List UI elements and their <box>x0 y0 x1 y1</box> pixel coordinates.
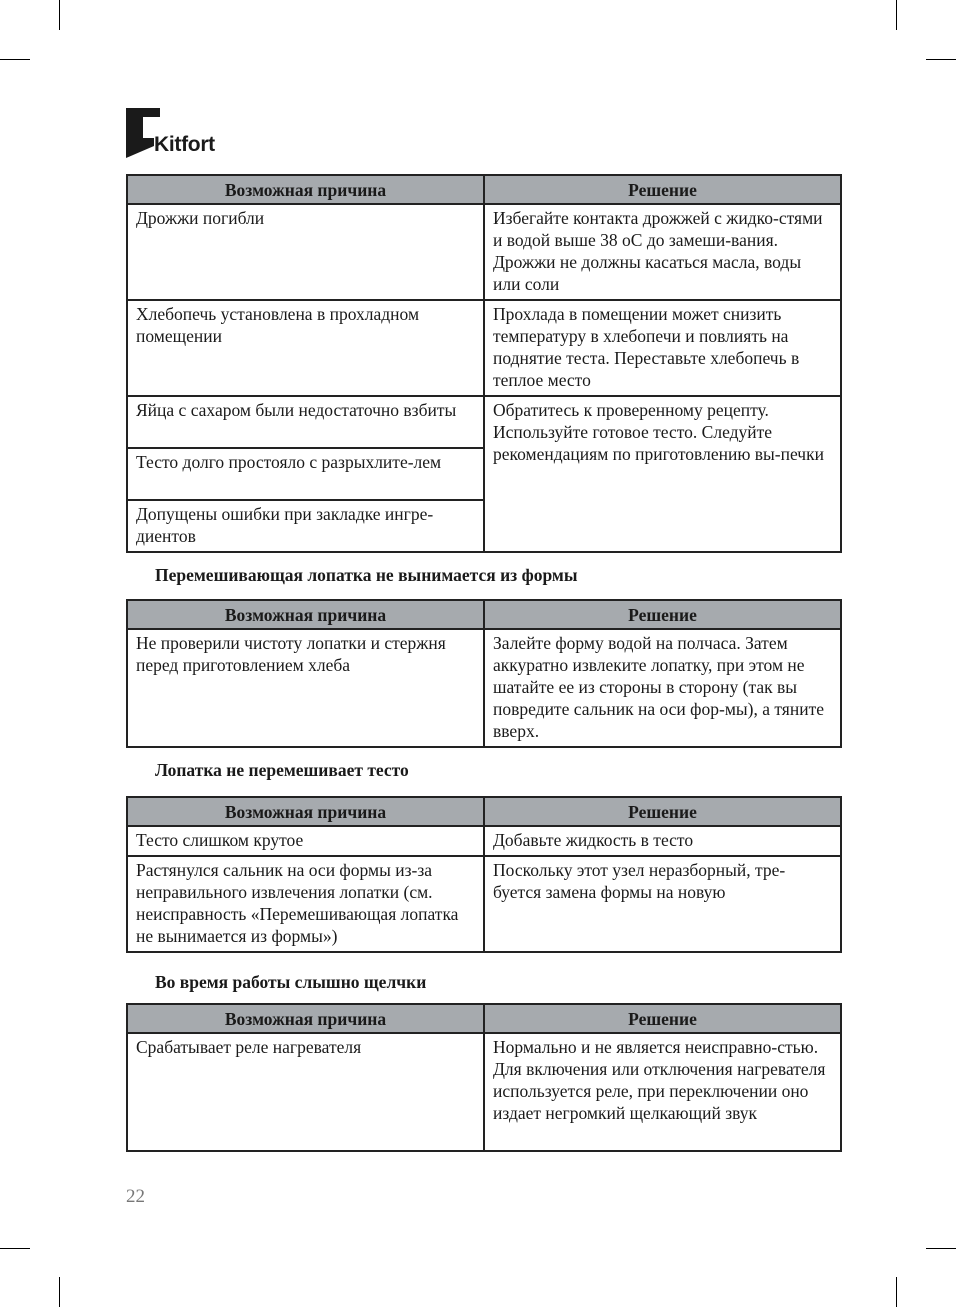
cause-cell: Тесто долго простояло с разрыхлите-лем <box>127 448 484 500</box>
table-row <box>127 396 841 448</box>
header-solution: Решение <box>484 797 841 826</box>
cause-cell: Хлебопечь установлена в прохладном помещении <box>127 300 484 396</box>
table-header-row <box>127 600 841 629</box>
header-cause: Возможная причина <box>127 797 484 826</box>
table-row <box>127 204 841 300</box>
solution-cell: Обратитесь к проверенному рецепту. Используйте готовое тесто. Следуйте рекомендациям по приготовлению вы-печки <box>484 396 841 552</box>
cause-cell: Растянулся сальник на оси формы из-за неправильного извлечения лопатки (см. неисправность «Перемешивающая лопатка не вынимается из формы») <box>127 856 484 952</box>
table-header-row <box>127 175 841 204</box>
table-header-row <box>127 797 841 826</box>
cause-cell: Допущены ошибки при закладке ингре-диентов <box>127 500 484 552</box>
header-cause: Возможная причина <box>127 175 484 204</box>
solution-cell: Поскольку этот узел неразборный, тре-буется замена формы на новую <box>484 856 841 952</box>
troubleshooting-table-1 <box>126 174 842 553</box>
header-solution: Решение <box>484 1004 841 1033</box>
crop-mark <box>0 59 30 60</box>
header-solution: Решение <box>484 600 841 629</box>
table-row <box>127 826 841 856</box>
brand-name: Kitfort <box>154 133 215 156</box>
solution-cell: Прохлада в помещении может снизить температуру в хлебопечи и повлиять на поднятие теста. Переставьте хлебопечь в теплое место <box>484 300 841 396</box>
cause-cell: Дрожжи погибли <box>127 204 484 300</box>
crop-mark <box>59 0 60 30</box>
solution-cell: Нормально и не является неисправно-стью. Для включения или отключения нагревателя используется реле, при переключении оно издает негромкий щелкающий звук <box>484 1033 841 1151</box>
page-number: 22 <box>126 1186 145 1207</box>
cause-cell: Яйца с сахаром были недостаточно взбиты <box>127 396 484 448</box>
crop-mark <box>926 1248 956 1249</box>
table-row <box>127 1033 841 1151</box>
header-solution: Решение <box>484 175 841 204</box>
solution-cell: Залейте форму водой на полчаса. Затем аккуратно извлеките лопатку, при этом не шатайте ее из стороны в сторону (так вы повредите сальник на оси фор-мы), а тяните вверх. <box>484 629 841 747</box>
cause-cell: Не проверили чистоту лопатки и стержня перед приготовлением хлеба <box>127 629 484 747</box>
section-title: Лопатка не перемешивает тесто <box>155 760 409 780</box>
crop-mark <box>896 0 897 30</box>
section-title: Во время работы слышно щелчки <box>155 972 427 992</box>
troubleshooting-table-2 <box>126 599 842 748</box>
header-cause: Возможная причина <box>127 1004 484 1033</box>
header-cause: Возможная причина <box>127 600 484 629</box>
table-header-row <box>127 1004 841 1033</box>
solution-cell: Избегайте контакта дрожжей с жидко-стями и водой выше 38 оС до замеши-вания. Дрожжи не должны касаться масла, воды или соли <box>484 204 841 300</box>
crop-mark <box>926 59 956 60</box>
crop-mark <box>0 1248 30 1249</box>
cause-cell: Срабатывает реле нагревателя <box>127 1033 484 1151</box>
crop-mark <box>59 1277 60 1307</box>
troubleshooting-table-3 <box>126 796 842 953</box>
troubleshooting-table-4 <box>126 1003 842 1152</box>
solution-cell: Добавьте жидкость в тесто <box>484 826 841 856</box>
table-row <box>127 856 841 952</box>
section-title: Перемешивающая лопатка не вынимается из формы <box>155 565 578 585</box>
table-row <box>127 300 841 396</box>
cause-cell: Тесто слишком крутое <box>127 826 484 856</box>
table-row <box>127 629 841 747</box>
crop-mark <box>896 1277 897 1307</box>
